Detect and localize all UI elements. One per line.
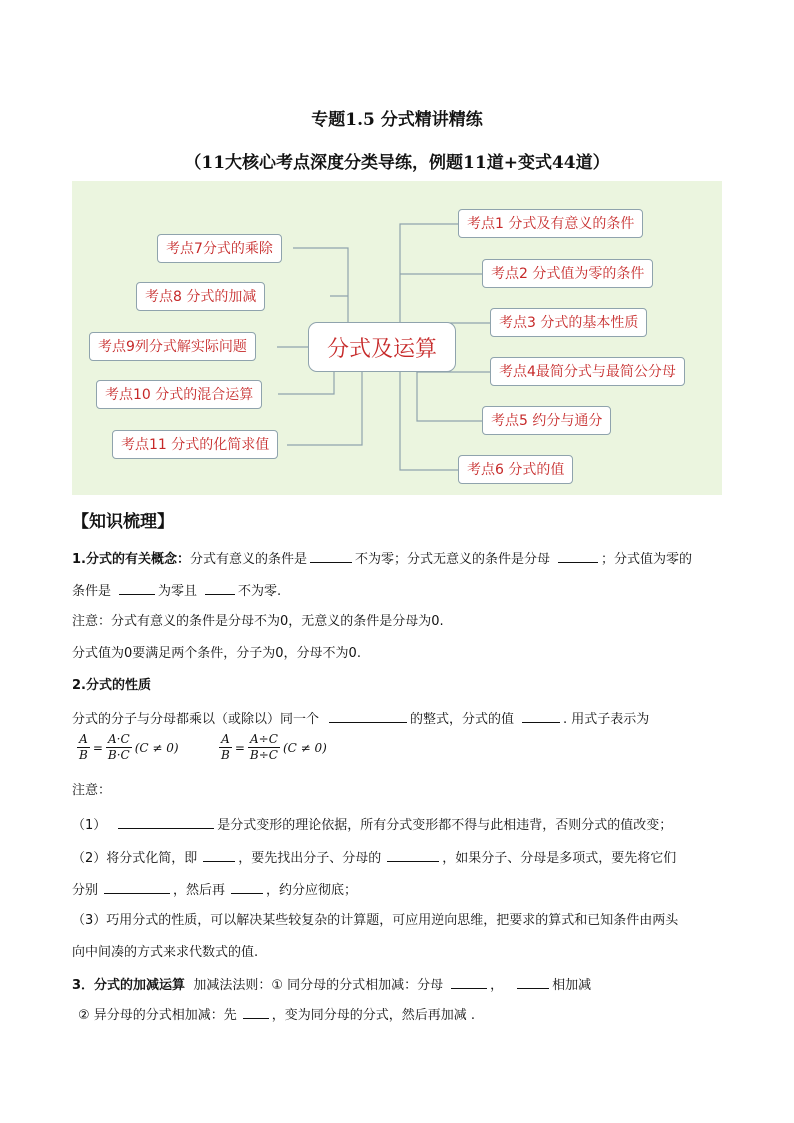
topic-node-4: 考点4最简分式与最简公分母 <box>490 357 685 386</box>
text-line-9: （2）将分式化简，即 ，要先找出分子、分母的 ，如果分子、分母是多项式，要先将它们 <box>72 851 677 866</box>
topic-node-9: 考点9列分式解实际问题 <box>89 332 256 361</box>
fill-blank <box>387 849 439 862</box>
text-line-11: （3）巧用分式的性质，可以解决某些较复杂的计算题，可应用逆向思维，把要求的算式和已知条件由两头 <box>72 913 679 928</box>
mind-map-center: 分式及运算 <box>308 322 456 372</box>
text-line-13: 3．分式的加减运算 加减法法则：① 同分母的分式相加减：分母 ， 相加减 <box>72 978 592 993</box>
text-line-6: 分式的分子与分母都乘以（或除以）同一个 的整式，分式的值 . 用式子表示为 <box>72 712 650 727</box>
topic-node-6: 考点6 分式的值 <box>458 455 573 484</box>
topic-node-8: 考点8 分式的加减 <box>136 282 265 311</box>
topic-node-2: 考点2 分式值为零的条件 <box>482 259 653 288</box>
fill-blank <box>231 881 263 894</box>
topic-node-1: 考点1 分式及有意义的条件 <box>458 209 643 238</box>
text-line-4: 分式值为0要满足两个条件，分子为0，分母不为0. <box>72 646 361 661</box>
text-line-10: 分别 ，然后再 ，约分应彻底； <box>72 883 358 898</box>
text-line-14: ② 异分母的分式相加减：先 ，变为同分母的分式，然后再加减 . <box>78 1008 476 1023</box>
fill-blank <box>243 1006 269 1019</box>
fill-blank <box>104 881 170 894</box>
text-line-2: 条件是 为零且 不为零. <box>72 584 282 599</box>
page-subtitle: （11大核心考点深度分类导练，例题11道+变式44道） <box>184 153 610 173</box>
fill-blank <box>203 849 235 862</box>
fill-blank <box>205 582 235 595</box>
topic-node-5: 考点5 约分与通分 <box>482 406 611 435</box>
topic-node-7: 考点7分式的乘除 <box>157 234 282 263</box>
topic-node-11: 考点11 分式的化简求值 <box>112 430 278 459</box>
fill-blank <box>310 550 352 563</box>
text-line-7: 注意： <box>72 783 112 798</box>
fill-blank <box>451 976 487 989</box>
fill-blank <box>329 710 407 723</box>
fill-blank <box>558 550 598 563</box>
topic-node-10: 考点10 分式的混合运算 <box>96 380 262 409</box>
fill-blank <box>119 582 155 595</box>
text-line-12: 向中间凑的方式来求代数式的值. <box>72 945 259 960</box>
fill-blank <box>118 816 214 829</box>
text-line-3: 注意：分式有意义的条件是分母不为0，无意义的条件是分母为0. <box>72 614 444 629</box>
page-title: 专题1.5 分式精讲精练 <box>311 110 483 130</box>
text-line-8: （1） 是分式变形的理论依据，所有分式变形都不得与此相违背，否则分式的值改变； <box>72 818 673 833</box>
mind-map <box>72 181 722 495</box>
section-heading: 【知识梳理】 <box>72 512 174 532</box>
fill-blank <box>522 710 560 723</box>
text-line-1: 1.分式的有关概念：分式有意义的条件是 不为零；分式无意义的条件是分母 ；分式值为零的 <box>72 552 693 567</box>
formula-multiply: $\frac{A}{B}$ = $\frac{A\cdot C}{B\cdot C}$ (C ≠ 0) <box>79 732 179 763</box>
formula-divide: $\frac{A}{B}$ = $\frac{A\div C}{B\div C}$ (C ≠ 0) <box>221 732 327 763</box>
topic-node-3: 考点3 分式的基本性质 <box>490 308 647 337</box>
subsection-2-heading: 2.分式的性质 <box>72 678 151 693</box>
fill-blank <box>517 976 549 989</box>
